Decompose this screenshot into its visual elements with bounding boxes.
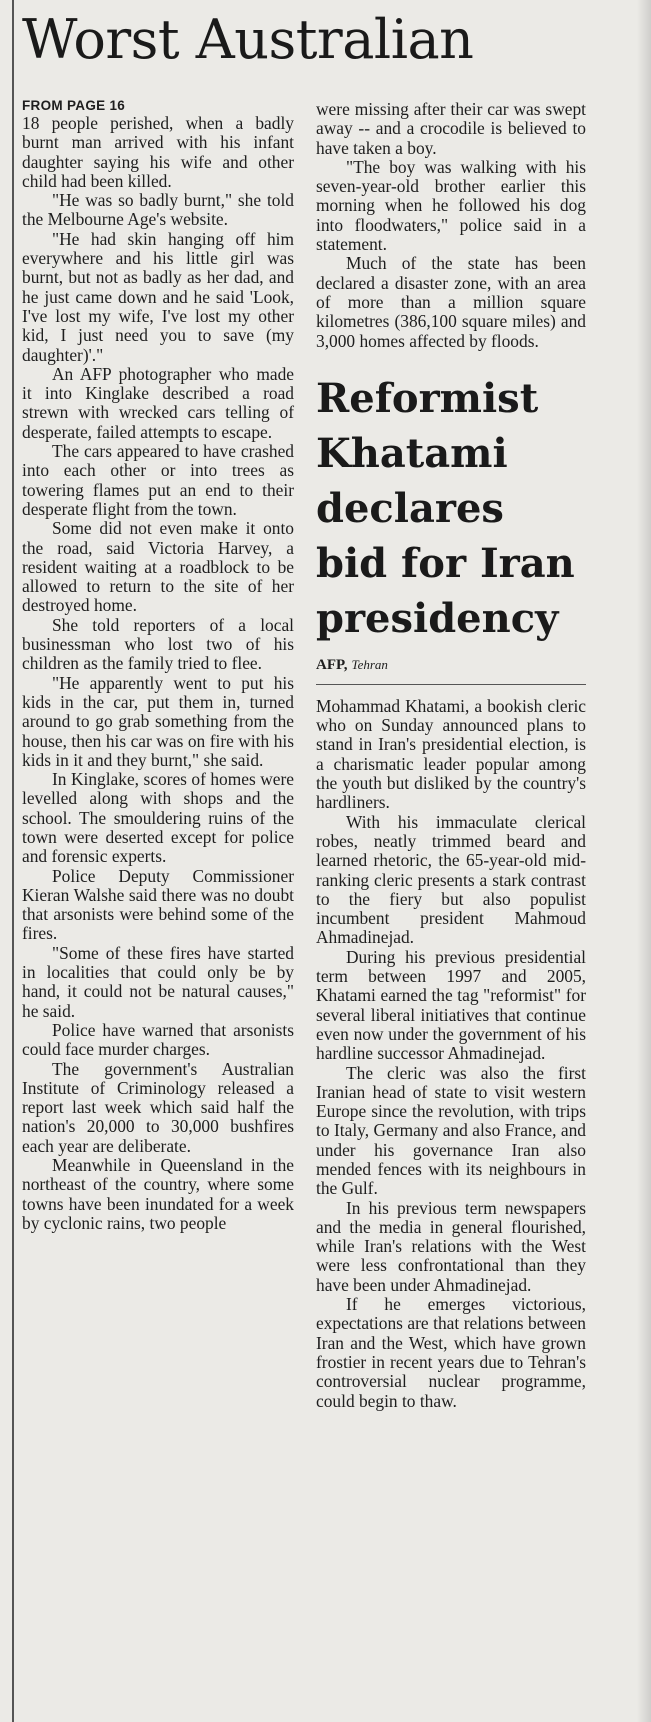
article-paragraph: An AFP photographer who made it into Kinglake described a road strewn with wrecked cars telling of desperate, failed attempts to escape. <box>22 363 294 442</box>
article-paragraph: "The boy was walking with his seven-year-old brother earlier this morning when he followed his dog into floodwaters," police said in a statement. <box>316 156 586 255</box>
article-paragraph: In Kinglake, scores of homes were levelled along with shops and the school. The smouldering ruins of the town were deserted except for police and forensic experts. <box>22 769 294 867</box>
article-paragraph: "He apparently went to put his kids in the car, put them in, turned around to go grab something from the house, then his car was on fire with his kids in it and they burnt," she said. <box>22 672 294 770</box>
byline <box>316 654 586 685</box>
second-story-body <box>316 697 586 1411</box>
article-paragraph: Much of the state has been declared a disaster zone, with an area of more than a million square kilometres (386,100 square miles) and 3,000 homes affected by floods. <box>316 253 586 351</box>
article-paragraph: Police Deputy Commissioner Kieran Walshe said there was no doubt that arsonists were behind some of the fires. <box>22 865 294 944</box>
article-paragraph: were missing after their car was swept away -- and a crocodile is believed to have taken a boy. <box>316 99 586 158</box>
continued-story <box>316 100 586 351</box>
from-page-kicker: FROM PAGE 16 <box>22 98 126 113</box>
article-paragraph: She told reporters of a local businessman who lost two of his children as the family tried to flee. <box>22 614 294 674</box>
article-paragraph: The cars appeared to have crashed into each other or into trees as towering flames put an end to their desperate flight from the town. <box>22 441 294 519</box>
byline-place: Tehran <box>351 656 388 672</box>
article-paragraph: "He had skin hanging off him everywhere and his little girl was burnt, but not as badly as her dad, and he just came down and he said 'Look, I've lost my wife, I've lost my other kid, I just need you to save (my daughter)'." <box>22 228 294 365</box>
article-paragraph: The government's Australian Institute of Criminology released a report last week which said half the nation's 20,000 to 30,000 bushfires each year are deliberate. <box>22 1058 294 1156</box>
article-paragraph: Mohammad Khatami, a bookish cleric who on Sunday announced plans to stand in Iran's presidential election, is a charismatic leader popular among the youth but disliked by the country's hardliners. <box>316 695 586 813</box>
article-paragraph: "Some of these fires have started in localities that could only be by hand, it could not be natural causes," he said. <box>22 942 294 1021</box>
page-edge-shadow <box>637 0 651 1722</box>
article-paragraph: During his previous presidential term between 1997 and 2005, Khatami earned the tag "reformist" for several liberal initiatives that continue even now under the government of his hardline successor Ahmadinejad. <box>316 946 586 1064</box>
byline-agency: AFP, <box>316 656 348 673</box>
second-story-headline: Reformist Khatami declares bid for Iran presidency <box>316 374 575 642</box>
article-paragraph: Police have warned that arsonists could face murder charges. <box>22 1019 294 1060</box>
article-paragraph: The cleric was also the first Iranian head of state to visit western Europe since the revolution, with trips to Italy, Germany and also France, and under his governance Iran also mended fences with its neighbours in the Gulf. <box>316 1062 586 1199</box>
article-paragraph: "He was so badly burnt," she told the Melbourne Age's website. <box>22 190 294 230</box>
column-rule <box>12 0 14 1722</box>
article-paragraph: In his previous term newspapers and the media in general flourished, while Iran's relations with the West were less confrontational than they have been under Ahmadinejad. <box>316 1197 586 1295</box>
article-paragraph: If he emerges victorious, expectations are that relations between Iran and the West, which have grown frostier in recent years due to Tehran's controversial nuclear programme, could begin to thaw. <box>316 1294 586 1411</box>
article-paragraph: With his immaculate clerical robes, neatly trimmed beard and learned rhetoric, the 65-year-old mid-ranking cleric presents a stark contrast to the fiery but also populist incumbent president Mahmoud Ahmadinejad. <box>316 811 586 948</box>
right-column <box>316 100 586 1411</box>
main-headline: Worst Australian <box>22 8 474 71</box>
article-paragraph: Some did not even make it onto the road, said Victoria Harvey, a resident waiting at a roadblock to be allowed to return to the site of her destroyed home. <box>22 518 294 616</box>
article-paragraph: Meanwhile in Queensland in the northeast of the country, where some towns have been inundated for a week by cyclonic rains, two people <box>22 1155 294 1233</box>
left-column <box>22 98 294 1233</box>
article-paragraph: 18 people perished, when a badly burnt man arrived with his infant daughter saying his wife and other child had been killed. <box>22 113 294 191</box>
